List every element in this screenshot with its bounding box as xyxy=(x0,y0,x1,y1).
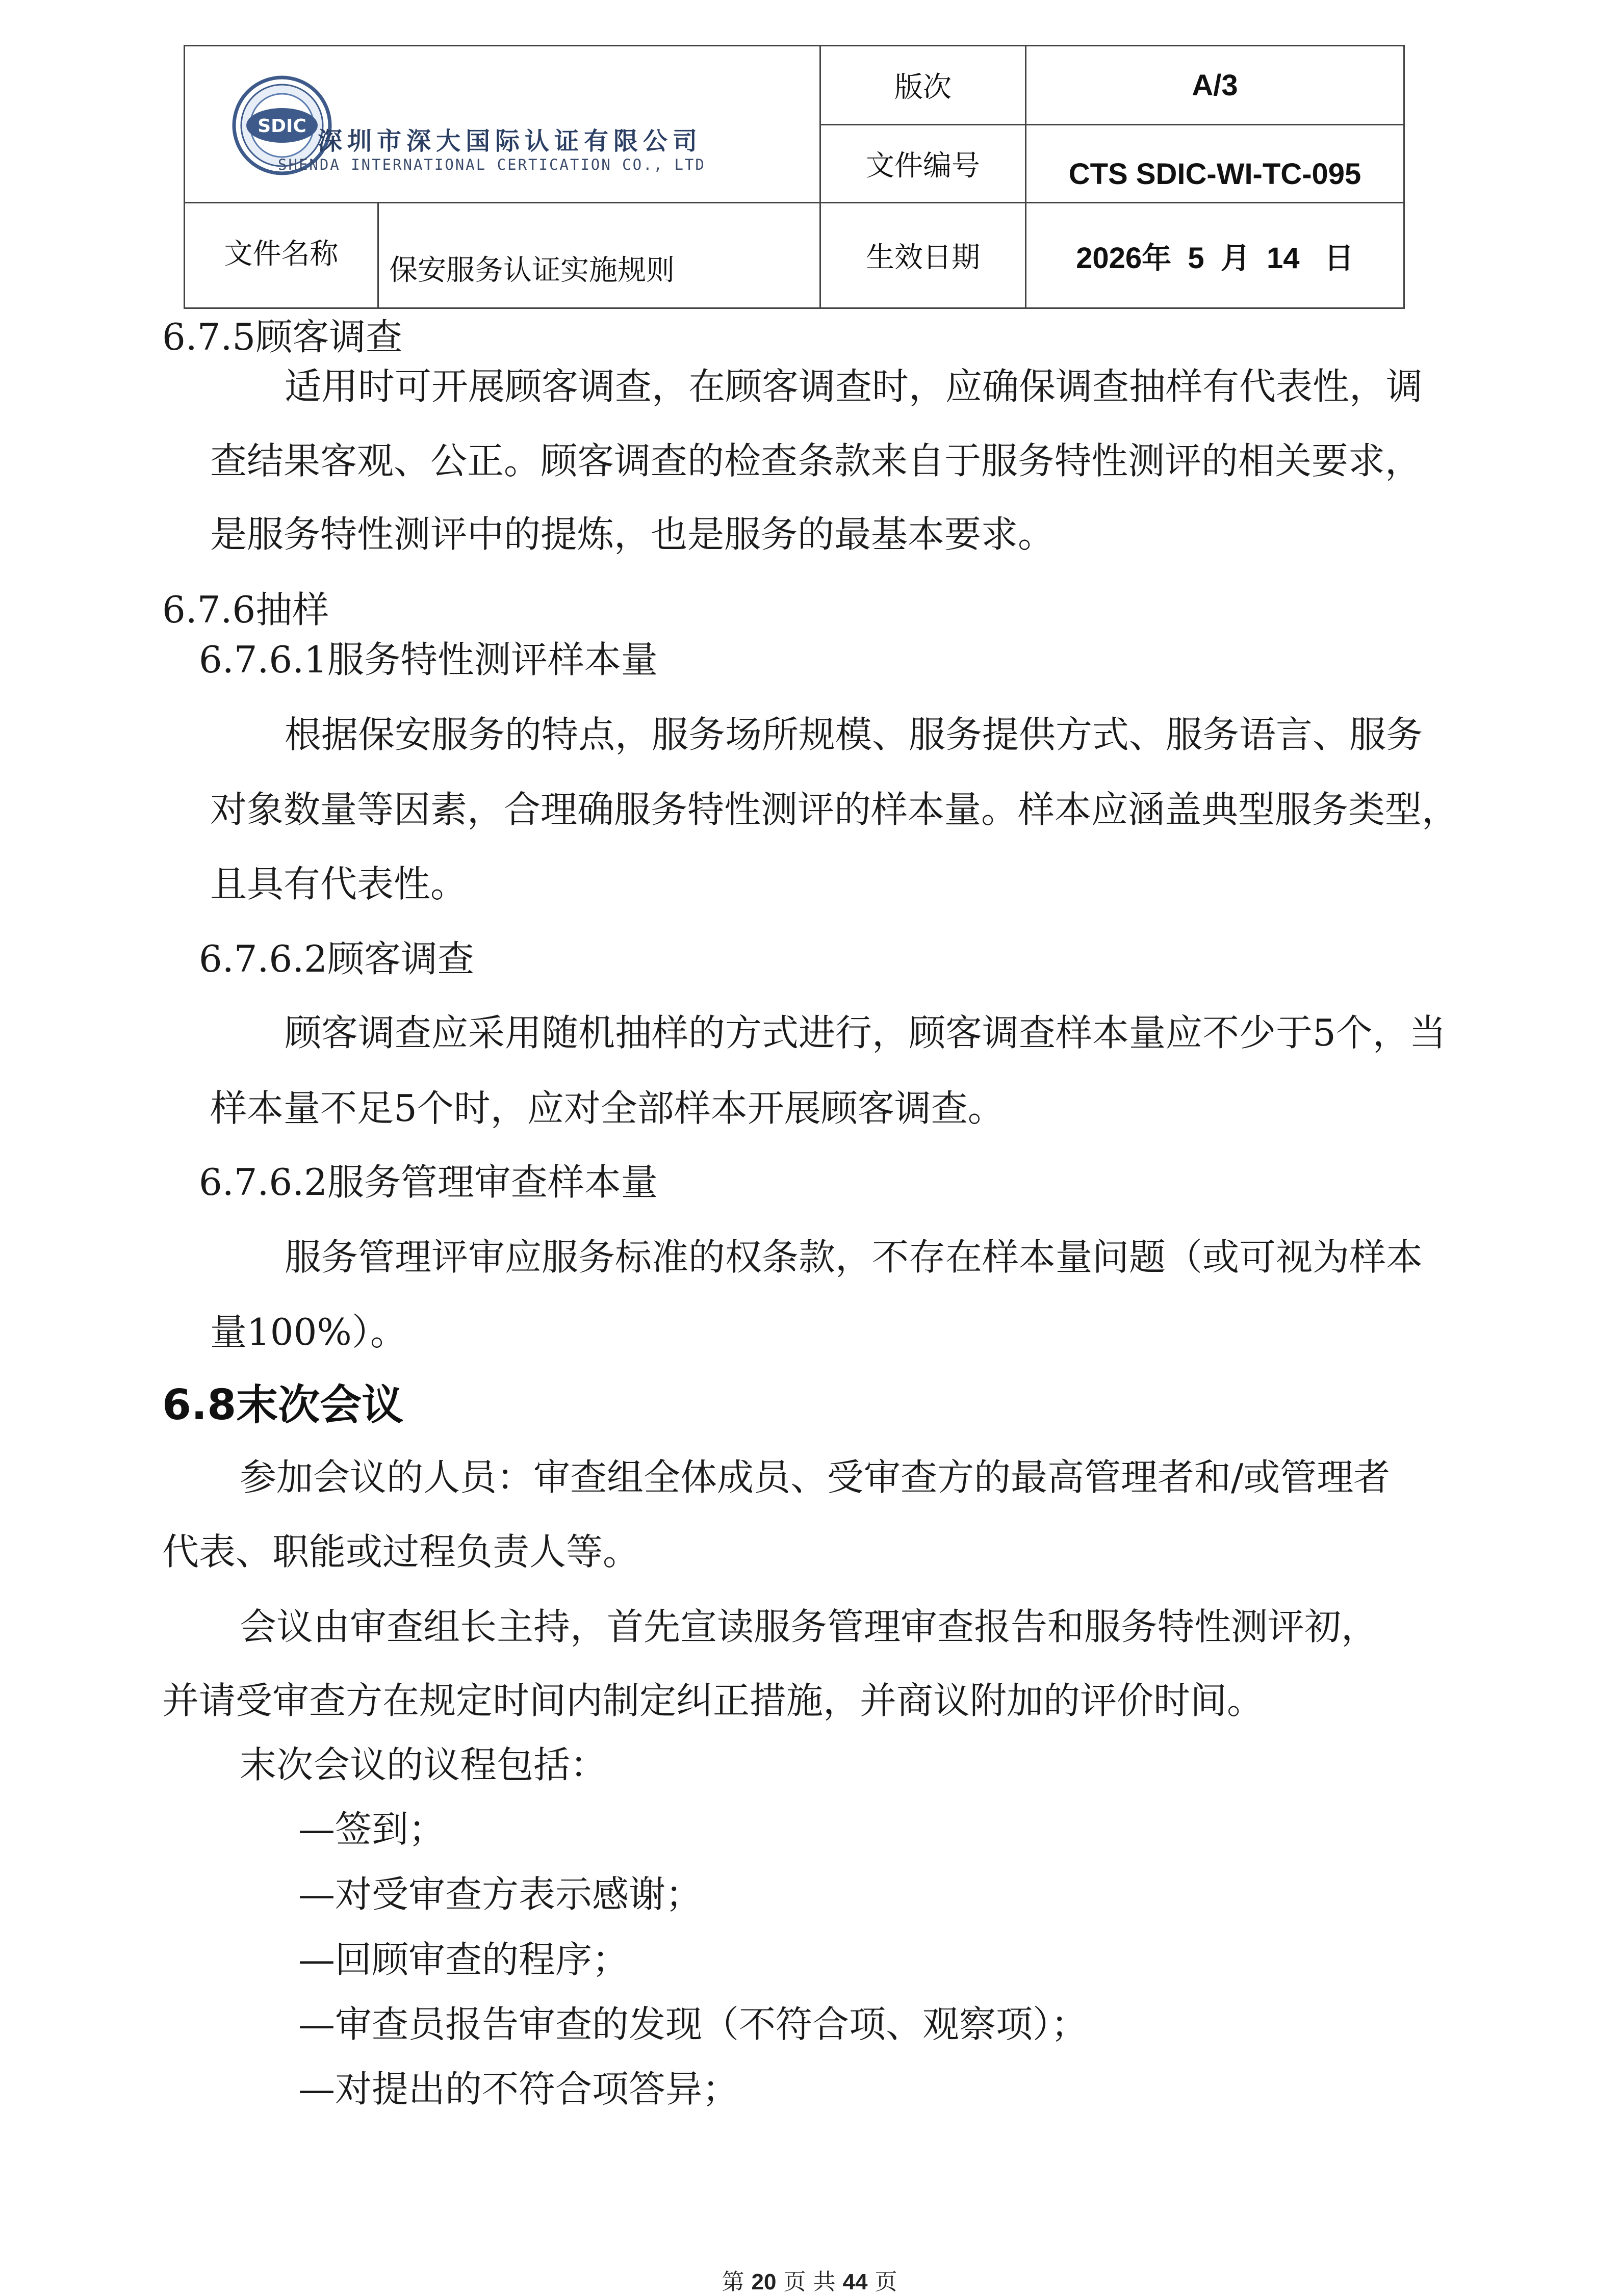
doc-number-label: 文件编号 xyxy=(866,149,980,182)
section-title-6-7-6-1: 6.7.6.1服务特性测评样本量 xyxy=(199,638,658,681)
paragraph-line: 代表、职能或过程负责人等。 xyxy=(162,1530,640,1573)
section-title-6-7-6-2: 6.7.6.2顾客调查 xyxy=(199,937,474,980)
paragraph-line: 且具有代表性。 xyxy=(210,863,468,905)
total-page-number: 44 xyxy=(842,2269,868,2294)
paragraph-line: 顾客调查应采用随机抽样的方式进行，顾客调查样本量应不少于5个，当 xyxy=(285,1011,1446,1054)
seal-text: SDIC xyxy=(258,116,306,137)
section-title-6-8: 6.8末次会议 xyxy=(162,1381,404,1429)
file-name-value: 保安服务认证实施规则 xyxy=(389,254,675,287)
paragraph-line: 根据保安服务的特点，服务场所规模、服务提供方式、服务语言、服务 xyxy=(285,713,1423,756)
file-name-label: 文件名称 xyxy=(224,238,339,271)
paragraph-line: 是服务特性测评中的提炼，也是服务的最基本要求。 xyxy=(210,513,1055,556)
company-name-en: SHENDA INTERNATIONAL CERTICATION CO., LTD xyxy=(278,156,706,173)
paragraph-line: 末次会议的议程包括： xyxy=(240,1743,607,1786)
paragraph-line: 样本量不足5个时，应对全部样本开展顾客调查。 xyxy=(210,1087,1005,1130)
paragraph-line: 并请受审查方在规定时间内制定纠正措施，并商议附加的评价时间。 xyxy=(162,1679,1264,1722)
footer-middle: 页 共 xyxy=(783,2269,836,2295)
paragraph-line: 适用时可开展顾客调查，在顾客调查时，应确保调查抽样有代表性，调 xyxy=(285,365,1423,408)
agenda-item: —回顾审查的程序； xyxy=(298,1938,629,1981)
paragraph-line: 参加会议的人员：审查组全体成员、受审查方的最高管理者和/或管理者 xyxy=(240,1456,1391,1499)
section-title-6-7-6: 6.7.6抽样 xyxy=(162,588,329,631)
footer-suffix: 页 xyxy=(875,2269,897,2295)
section-title-6-7-6-2b: 6.7.6.2服务管理审查样本量 xyxy=(199,1161,658,1204)
effective-date-label: 生效日期 xyxy=(866,241,980,274)
paragraph-line: 服务管理评审应服务标准的权条款，不存在样本量问题（或可视为样本 xyxy=(285,1236,1423,1279)
company-logo xyxy=(231,74,792,212)
agenda-item: —对提出的不符合项答异； xyxy=(298,2068,739,2110)
effective-date-value: 2026年 5 月 14 日 xyxy=(1076,242,1354,275)
header-table xyxy=(184,45,1405,309)
agenda-item: —签到； xyxy=(298,1808,446,1850)
doc-number-value: CTS SDIC-WI-TC-095 xyxy=(1068,157,1361,191)
agenda-item: —对受审查方表示感谢； xyxy=(298,1873,703,1916)
page-footer xyxy=(0,2263,1619,2296)
paragraph-line: 量100%）。 xyxy=(210,1311,407,1353)
version-value: A/3 xyxy=(1192,68,1238,102)
footer-prefix: 第 xyxy=(722,2269,744,2295)
paragraph-line: 查结果客观、公正。顾客调查的检查条款来自于服务特性测评的相关要求， xyxy=(210,439,1422,482)
company-name-cn: 深圳市深大国际认证有限公司 xyxy=(318,127,703,155)
paragraph-line: 对象数量等因素，合理确服务特性测评的样本量。样本应涵盖典型服务类型， xyxy=(210,788,1459,831)
current-page-number: 20 xyxy=(751,2269,777,2294)
section-title-6-7-5: 6.7.5顾客调查 xyxy=(162,316,403,358)
agenda-item: —审查员报告审查的发现（不符合项、观察项）； xyxy=(298,2003,1088,2046)
paragraph-line: 会议由审查组长主持，首先宣读服务管理审查报告和服务特性测评初， xyxy=(240,1605,1378,1648)
version-label: 版次 xyxy=(894,71,952,104)
